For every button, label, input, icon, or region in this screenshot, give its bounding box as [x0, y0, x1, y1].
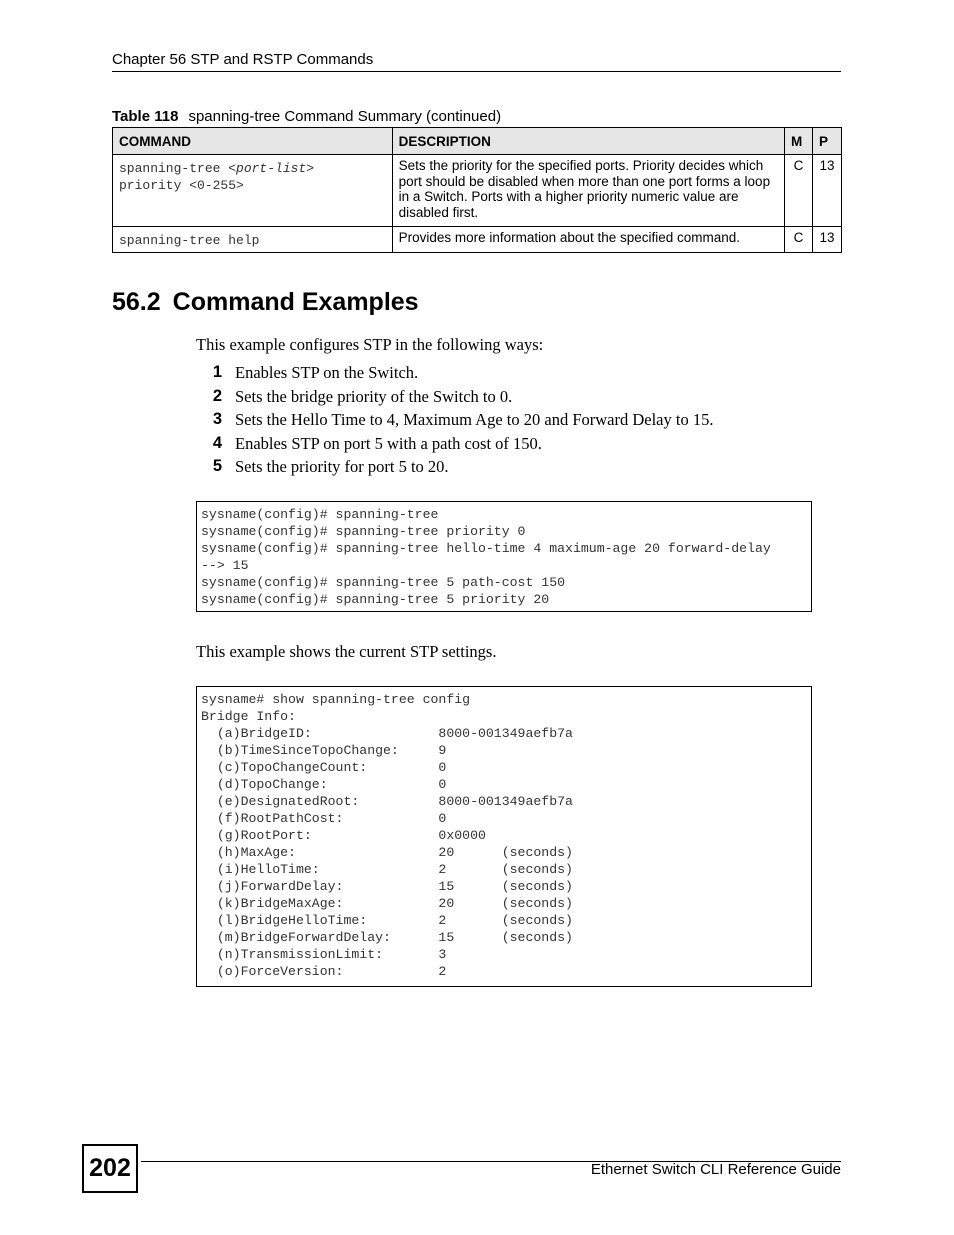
privilege-cell: 13 — [812, 227, 841, 253]
description-cell: Sets the priority for the specified ports. Priority decides which port should be disabled when more than one port forms a loop in a Switch. Ports with a higher priority numeric value are disabled first. — [392, 155, 784, 227]
table-caption-text: spanning-tree Command Summary (continued) — [188, 108, 502, 125]
code-line: (h)MaxAge: 20 (seconds) — [201, 845, 573, 860]
code-line: sysname(config)# spanning-tree priority 0 — [201, 524, 526, 539]
code-line: (a)BridgeID: 8000-001349aefb7a — [201, 726, 573, 741]
command-cell: spanning-tree help — [113, 227, 393, 253]
intro-paragraph: This example configures STP in the following ways: — [196, 335, 544, 354]
code-line: sysname(config)# spanning-tree — [201, 507, 439, 522]
table-row — [113, 227, 842, 253]
code-line: sysname(config)# spanning-tree 5 path-cost 150 — [201, 575, 566, 590]
table-header-row — [113, 128, 842, 155]
table-caption — [112, 108, 501, 125]
command-cell: spanning-tree <port-list> priority <0-255> — [113, 155, 393, 227]
code-line: (o)ForceVersion: 2 — [201, 964, 447, 979]
code-line: sysname(config)# spanning-tree hello-time 4 maximum-age 20 forward-delay — [201, 541, 771, 556]
code-line: (k)BridgeMaxAge: 20 (seconds) — [201, 896, 573, 911]
config-code-block — [196, 501, 812, 612]
section-heading — [112, 288, 419, 317]
mode-cell: C — [785, 155, 813, 227]
code-line: (d)TopoChange: 0 — [201, 777, 447, 792]
section-number: 56.2 — [112, 288, 161, 316]
code-line: (b)TimeSinceTopoChange: 9 — [201, 743, 447, 758]
column-header-m: M — [785, 128, 813, 155]
table-caption-label: Table 118 — [112, 108, 179, 125]
code-line: Bridge Info: — [201, 709, 296, 724]
list-item: 2 Sets the bridge priority of the Switch to 0. — [212, 386, 513, 406]
list-item: 3 Sets the Hello Time to 4, Maximum Age to 20 and Forward Delay to 15. — [212, 410, 714, 429]
code-line: (g)RootPort: 0x0000 — [201, 828, 486, 843]
column-header-p: P — [812, 128, 841, 155]
mode-cell: C — [785, 227, 813, 253]
steps-list — [196, 363, 713, 481]
column-header-command: COMMAND — [113, 128, 393, 155]
code-line: (f)RootPathCost: 0 — [201, 811, 447, 826]
intro-paragraph-2: This example shows the current STP settings. — [196, 642, 497, 661]
code-line: (l)BridgeHelloTime: 2 (seconds) — [201, 913, 573, 928]
page-number: 202 — [82, 1144, 138, 1193]
description-cell: Provides more information about the specified command. — [392, 227, 784, 253]
column-header-description: DESCRIPTION — [392, 128, 784, 155]
chapter-header: Chapter 56 STP and RSTP Commands — [112, 51, 841, 72]
list-item: 4 Enables STP on port 5 with a path cost of 150. — [212, 433, 542, 453]
section-title: Command Examples — [172, 288, 419, 316]
code-line: sysname# show spanning-tree config — [201, 692, 471, 707]
code-line: (e)DesignatedRoot: 8000-001349aefb7a — [201, 794, 573, 809]
code-line: (n)TransmissionLimit: 3 — [201, 947, 447, 962]
list-item: 1 Enables STP on the Switch. — [212, 363, 419, 382]
privilege-cell: 13 — [812, 155, 841, 227]
guide-title: Ethernet Switch CLI Reference Guide — [590, 1161, 841, 1178]
code-line: (m)BridgeForwardDelay: 15 (seconds) — [201, 930, 573, 945]
code-line: (i)HelloTime: 2 (seconds) — [201, 862, 573, 877]
code-line: (j)ForwardDelay: 15 (seconds) — [201, 879, 573, 894]
code-line: --> 15 — [201, 558, 249, 573]
code-line: sysname(config)# spanning-tree 5 priority 20 — [201, 592, 550, 607]
port-list-param: port-list — [236, 161, 307, 176]
list-item: 5 Sets the priority for port 5 to 20. — [212, 457, 449, 476]
table-row — [113, 155, 842, 227]
code-line: (c)TopoChangeCount: 0 — [201, 760, 447, 775]
command-summary-table — [112, 127, 842, 253]
show-config-code-block — [196, 686, 812, 987]
